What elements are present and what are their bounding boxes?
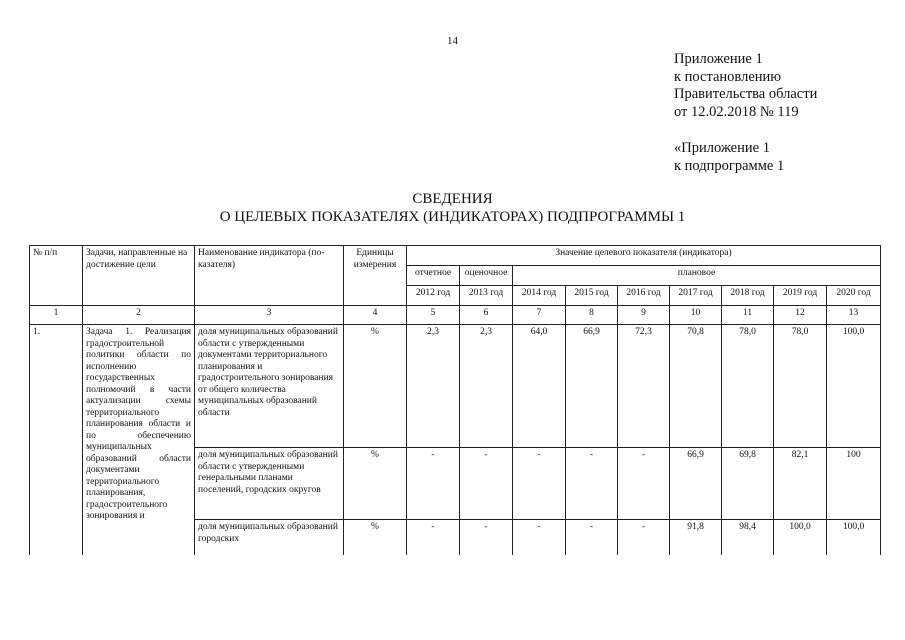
unit: %: [344, 520, 407, 556]
header-year: 2014 год: [513, 286, 566, 306]
value-cell: 82,1: [774, 448, 827, 520]
header-estimated: оценочное: [460, 266, 513, 286]
table-row: [30, 325, 881, 448]
header-year: 2019 год: [774, 286, 827, 306]
header-year: 2020 год: [827, 286, 881, 306]
value-cell: -: [460, 448, 513, 520]
title-line-2: О ЦЕЛЕВЫХ ПОКАЗАТЕЛЯХ (ИНДИКАТОРАХ) ПОДПРОГРАММЫ 1: [219, 209, 686, 225]
title-line-1: СВЕДЕНИЯ: [412, 191, 493, 207]
unit: %: [344, 448, 407, 520]
value-cell: 69,8: [722, 448, 774, 520]
indicator-name: доля муниципальных образований области с утвержденными документами территориального планирования и градостроительного зонирования от общего количества муниципальных образований области: [195, 325, 344, 448]
header-reported: отчетное: [407, 266, 460, 286]
appendix-line: Приложение 1: [674, 51, 763, 67]
value-cell: 100,0: [827, 325, 881, 448]
task-text: Задача 1. Реализация градостроительной политики области по исполнению государственных полномочий в части актуализации схемы территориального планирования области и по обеспечению муниципальных образований области документами территориального планирования, градостроительного зонирования и: [83, 325, 195, 556]
header-year: 2015 год: [566, 286, 618, 306]
unit: %: [344, 325, 407, 448]
value-cell: 98,4: [722, 520, 774, 556]
column-number: 10: [670, 306, 722, 325]
task-number: 1.: [30, 325, 83, 556]
column-number: 7: [513, 306, 566, 325]
value-cell: 78,0: [722, 325, 774, 448]
appendix-line: Правительства области: [674, 86, 818, 102]
value-cell: 91,8: [670, 520, 722, 556]
column-number: 6: [460, 306, 513, 325]
value-cell: 100,0: [774, 520, 827, 556]
value-cell: 2,3: [407, 325, 460, 448]
appendix-line: к постановлению: [674, 68, 782, 85]
appendix-line: к подпрограмме 1: [674, 157, 785, 174]
value-cell: -: [566, 448, 618, 520]
value-cell: 78,0: [774, 325, 827, 448]
column-number: 4: [344, 306, 407, 325]
value-cell: -: [566, 520, 618, 556]
value-cell: -: [513, 520, 566, 556]
column-number: 12: [774, 306, 827, 325]
header-year: 2013 год: [460, 286, 513, 306]
document-title: [0, 190, 905, 226]
header-indicator: Наименование индикатора (по-казателя): [195, 246, 344, 306]
header-year: 2018 год: [722, 286, 774, 306]
value-cell: 66,9: [566, 325, 618, 448]
header-tasks: Задачи, направленные на достижение цели: [83, 246, 195, 306]
value-cell: 100,0: [827, 520, 881, 556]
header-planned: плановое: [513, 266, 881, 286]
value-cell: 66,9: [670, 448, 722, 520]
value-cell: -: [407, 520, 460, 556]
value-cell: -: [407, 448, 460, 520]
column-number: 3: [195, 306, 344, 325]
value-cell: -: [513, 448, 566, 520]
header-year: 2016 год: [618, 286, 670, 306]
column-number: 8: [566, 306, 618, 325]
column-number: 13: [827, 306, 881, 325]
value-cell: 72,3: [618, 325, 670, 448]
column-number: 2: [83, 306, 195, 325]
value-cell: -: [618, 520, 670, 556]
indicators-table: [29, 245, 881, 555]
header-target-value: Значение целевого показателя (индикатора): [407, 246, 881, 266]
appendix-line: от 12.02.2018 № 119: [674, 103, 799, 120]
header-units: Единицы измерения: [344, 246, 407, 306]
indicator-name: доля муниципальных образований области с утвержденными генеральными планами поселений, городских округов: [195, 448, 344, 520]
value-cell: 2,3: [460, 325, 513, 448]
appendix-block: [674, 51, 817, 175]
value-cell: 100: [827, 448, 881, 520]
header-year: 2012 год: [407, 286, 460, 306]
value-cell: 70,8: [670, 325, 722, 448]
header-year: 2017 год: [670, 286, 722, 306]
page-number: 14: [447, 35, 458, 47]
indicator-name: доля муниципальных образований городских: [195, 520, 344, 556]
header-num: № п/п: [30, 246, 83, 306]
column-number: 11: [722, 306, 774, 325]
value-cell: 64,0: [513, 325, 566, 448]
column-number: 9: [618, 306, 670, 325]
appendix-line: «Приложение 1: [674, 140, 770, 156]
column-number: 1: [30, 306, 83, 325]
value-cell: -: [460, 520, 513, 556]
value-cell: -: [618, 448, 670, 520]
column-number: 5: [407, 306, 460, 325]
